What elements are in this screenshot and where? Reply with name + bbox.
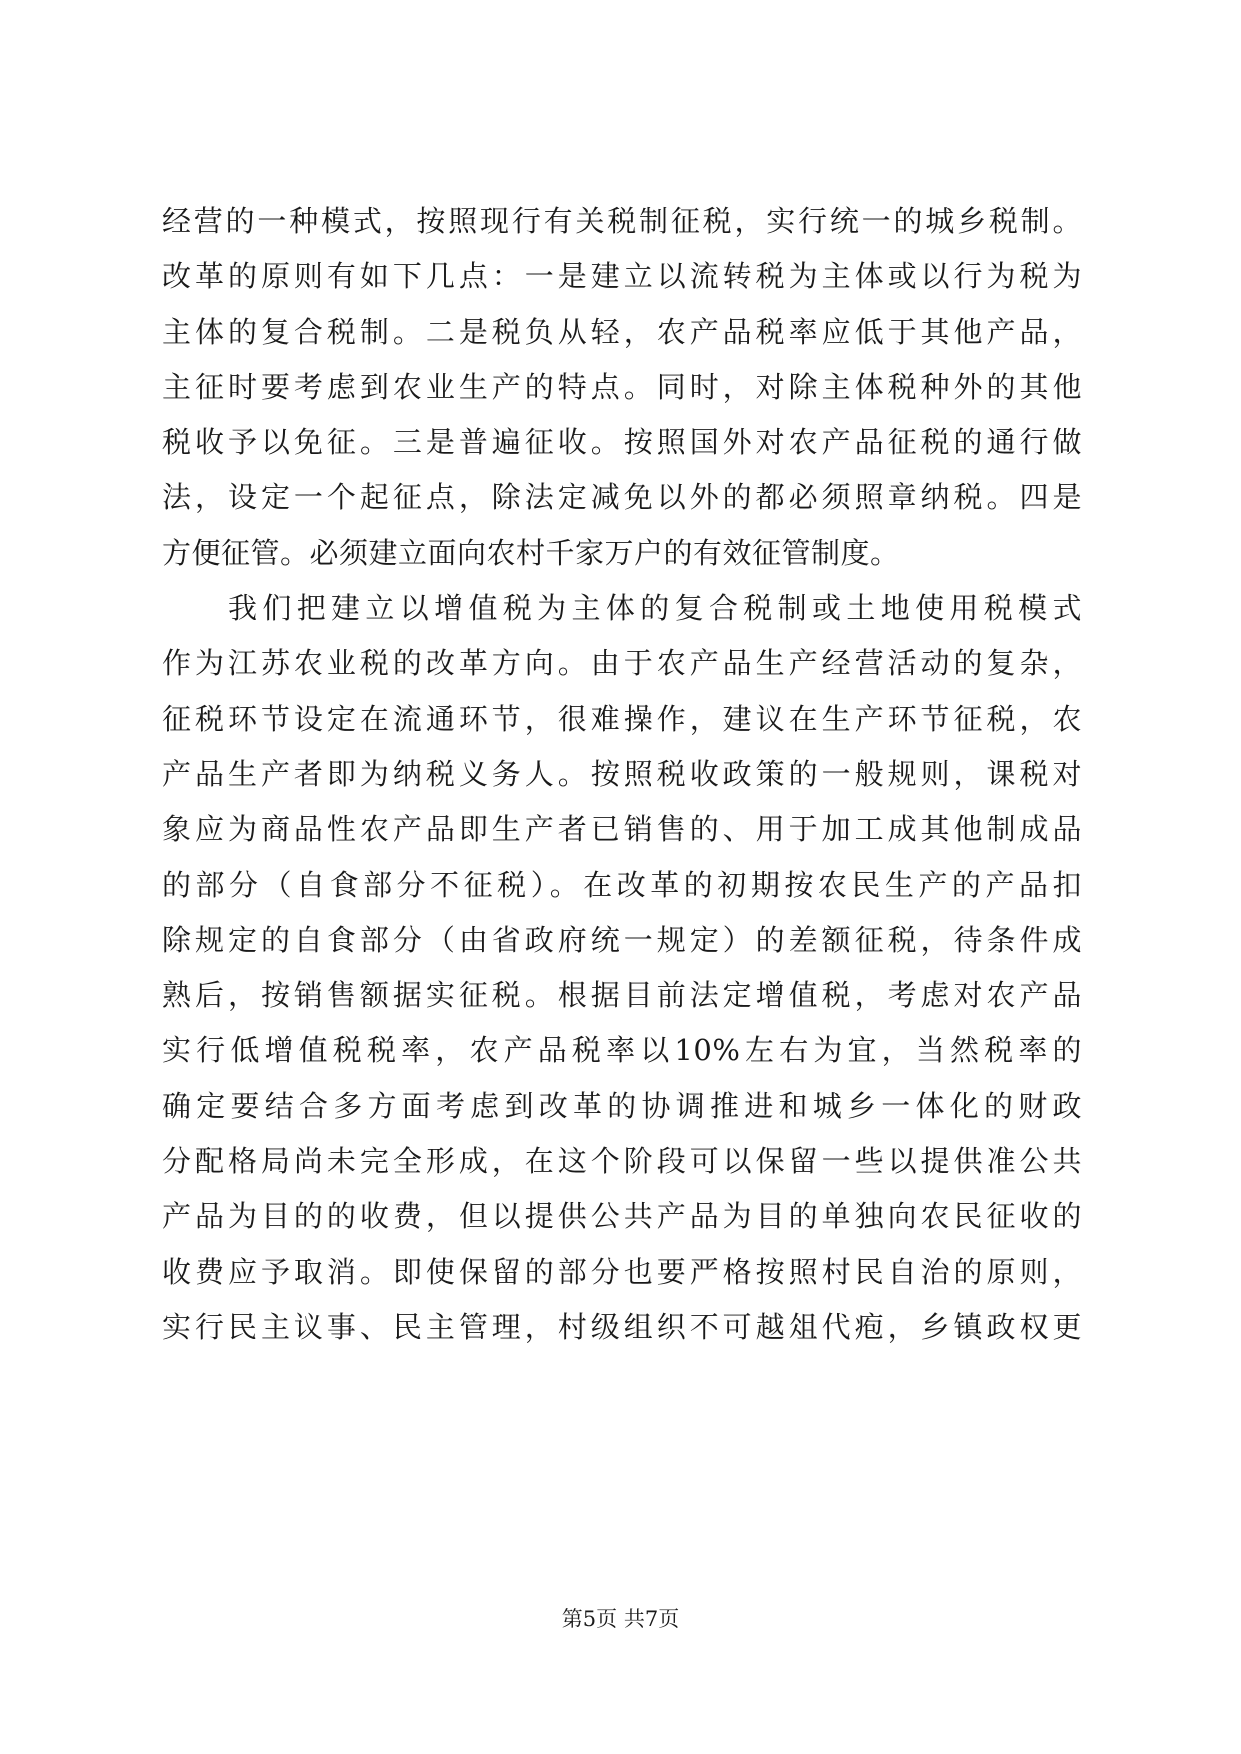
text-line: 除规定的自食部分（由省政府统一规定）的差额征税，待条件成	[162, 922, 1082, 957]
text-line: 收费应予取消。即使保留的部分也要严格按照村民自治的原则，	[162, 1254, 1082, 1289]
text-line: 经营的一种模式，按照现行有关税制征税，实行统一的城乡税制。	[162, 204, 1082, 238]
text-line: 改革的原则有如下几点：一是建立以流转税为主体或以行为税为	[162, 259, 1082, 294]
paragraph-first-line: 我们把建立以增值税为主体的复合税制或土地使用税模式	[228, 591, 1082, 626]
text-line: 主征时要考虑到农业生产的特点。同时，对除主体税种外的其他	[162, 369, 1082, 404]
text-line: 产品生产者即为纳税义务人。按照税收政策的一般规则，课税对	[162, 756, 1082, 791]
text-line: 方便征管。必须建立面向农村千家万户的有效征管制度。	[162, 535, 900, 570]
text-line: 税收予以免征。三是普遍征收。按照国外对农产品征税的通行做	[162, 425, 1082, 460]
body-text	[162, 194, 1082, 1355]
text-line: 熟后，按销售额据实征税。根据目前法定增值税，考虑对农产品	[162, 978, 1082, 1013]
text-line: 作为江苏农业税的改革方向。由于农产品生产经营活动的复杂，	[162, 646, 1082, 681]
text-line: 实行民主议事、民主管理，村级组织不可越俎代疱，乡镇政权更	[162, 1309, 1082, 1344]
page-number-footer: 第5页 共7页	[561, 1607, 680, 1631]
text-line: 征税环节设定在流通环节，很难操作，建议在生产环节征税，农	[162, 701, 1082, 736]
text-line: 象应为商品性农产品即生产者已销售的、用于加工成其他制成品	[162, 812, 1082, 847]
text-line: 的部分（自食部分不征税）。在改革的初期按农民生产的产品扣	[162, 867, 1082, 902]
text-line: 分配格局尚未完全形成，在这个阶段可以保留一些以提供准公共	[162, 1144, 1082, 1179]
text-line: 法，设定一个起征点，除法定减免以外的都必须照章纳税。四是	[162, 480, 1082, 515]
text-line: 产品为目的的收费，但以提供公共产品为目的单独向农民征收的	[162, 1199, 1082, 1234]
text-line: 主体的复合税制。二是税负从轻，农产品税率应低于其他产品，	[162, 314, 1082, 349]
text-line: 实行低增值税税率，农产品税率以10%左右为宜，当然税率的	[162, 1033, 1082, 1068]
text-line: 确定要结合多方面考虑到改革的协调推进和城乡一体化的财政	[162, 1088, 1082, 1123]
